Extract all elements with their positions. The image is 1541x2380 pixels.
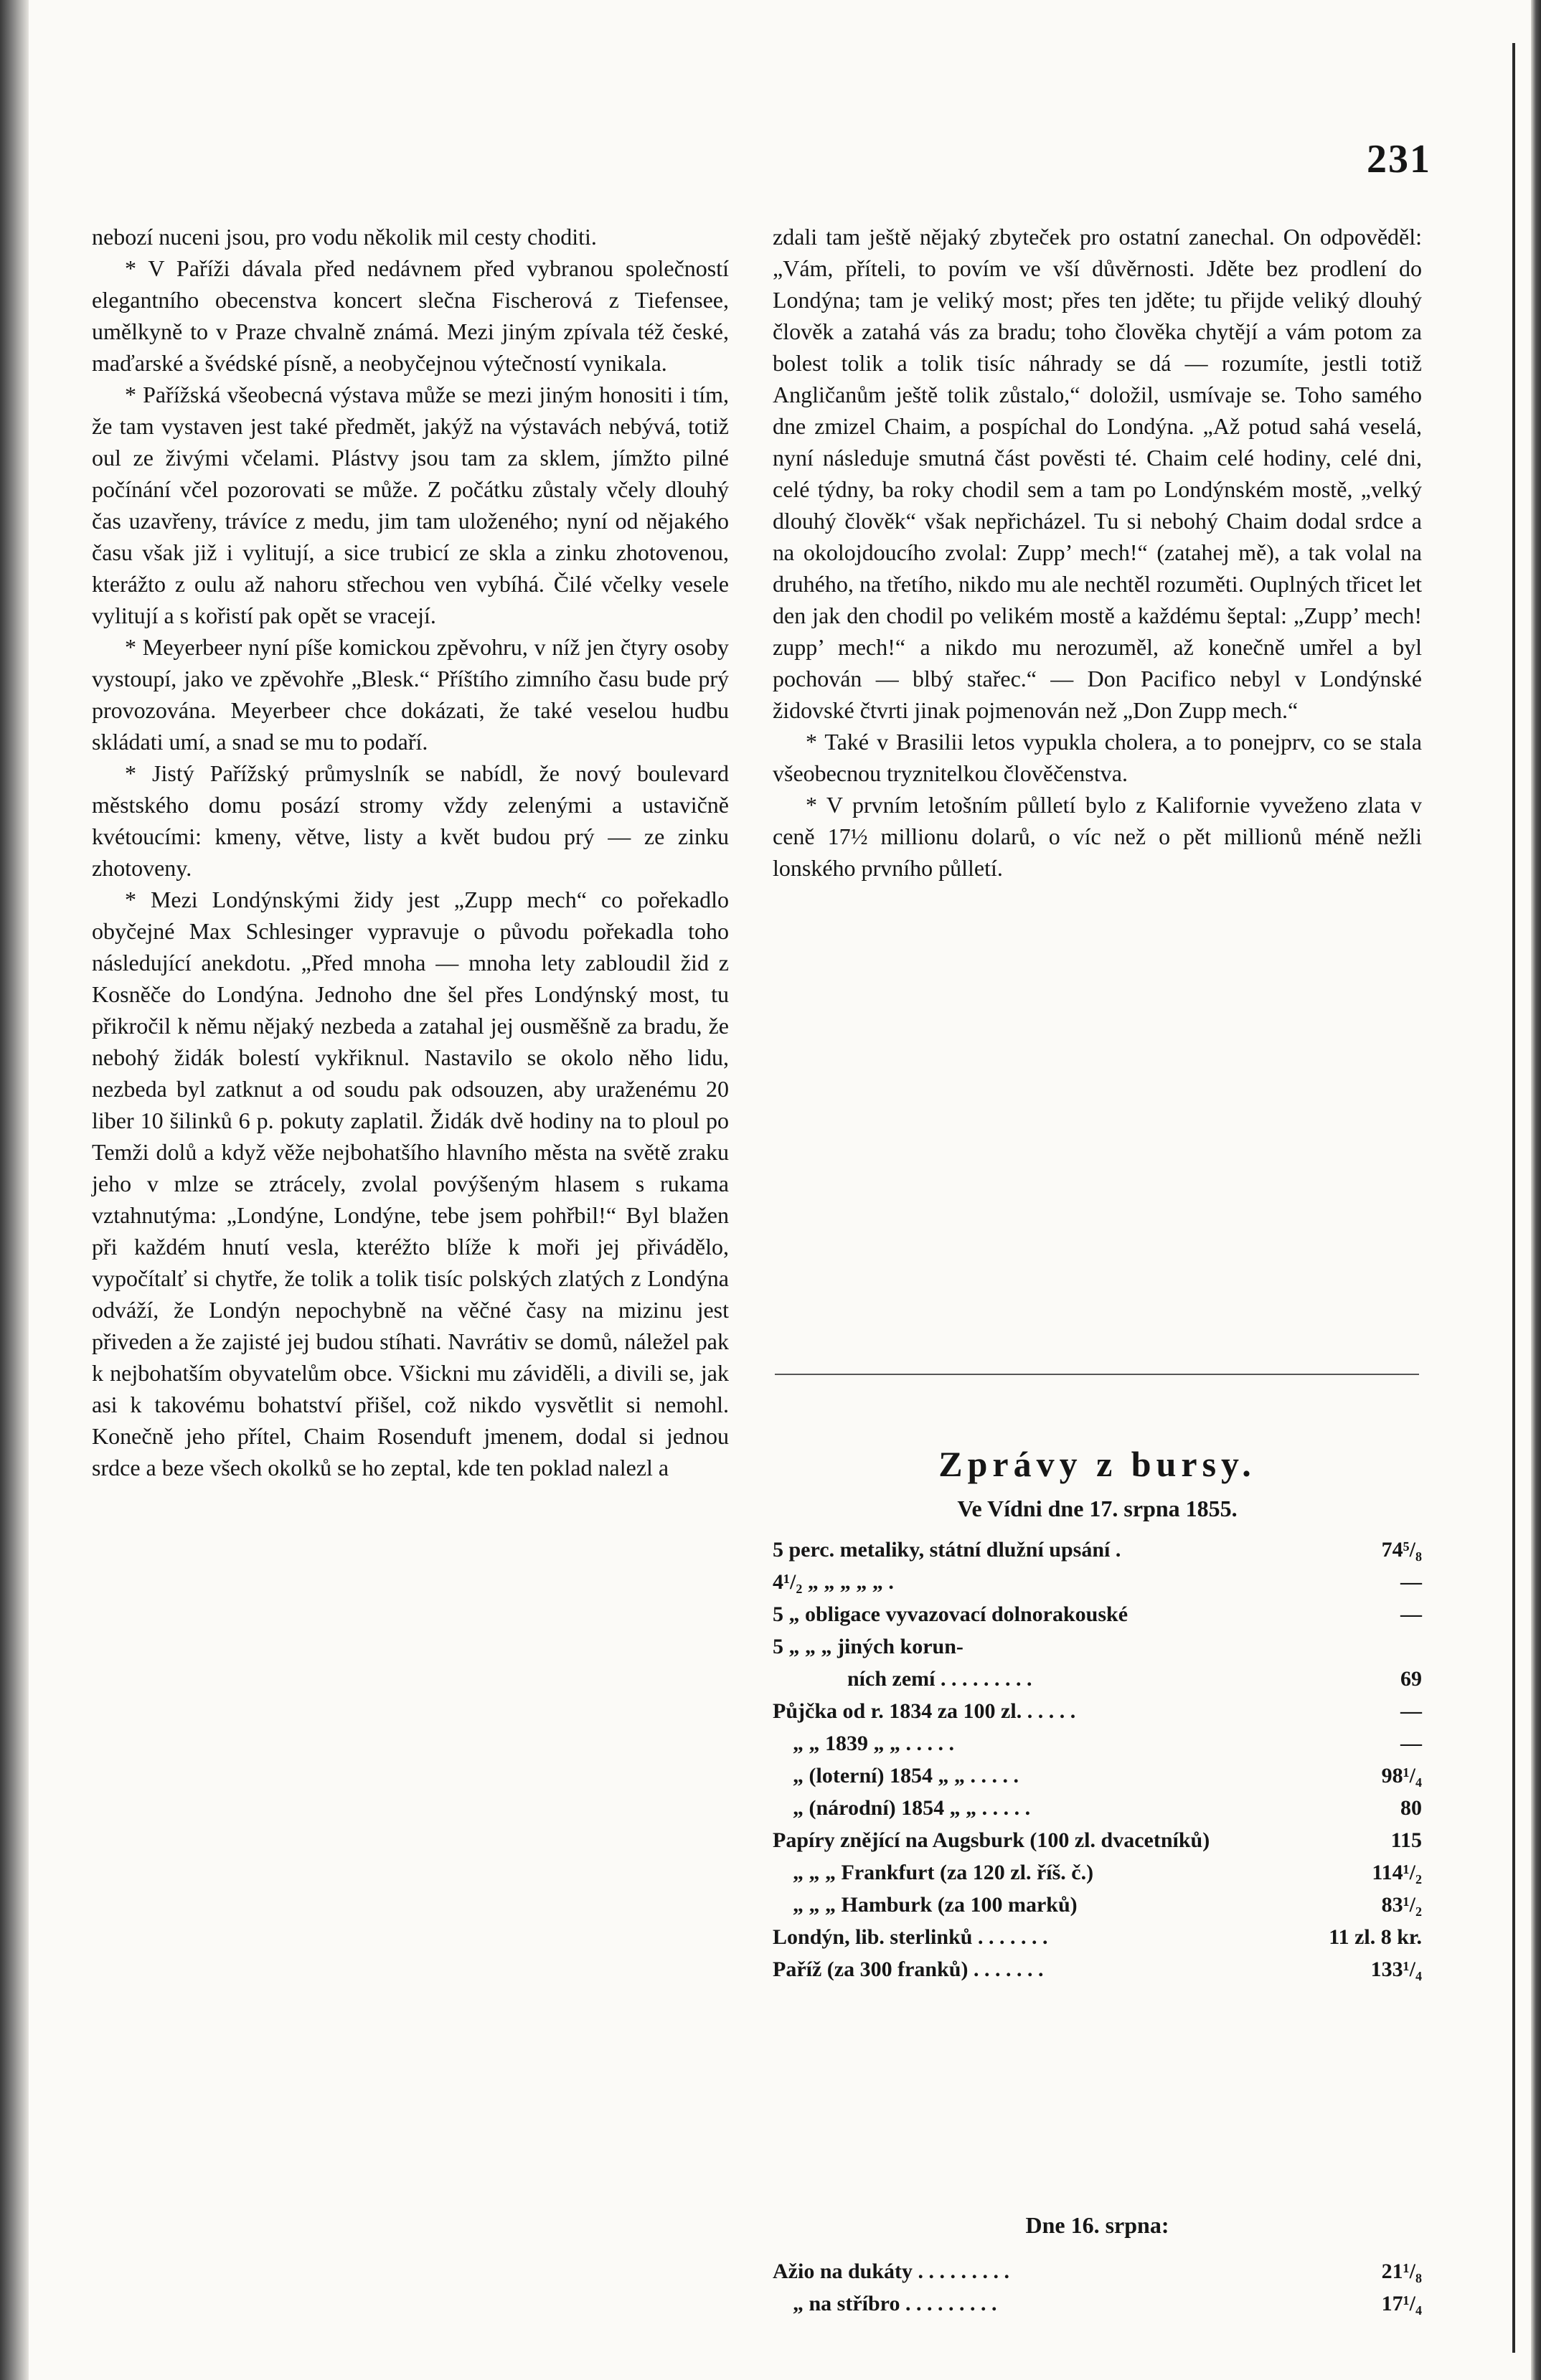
- bursy-value: 21¹/₈: [1381, 2259, 1422, 2283]
- page-margin-rule: [1512, 43, 1515, 2353]
- bursy-value: 98¹/₄: [1381, 1764, 1422, 1788]
- bursy-value: 80: [1400, 1796, 1422, 1820]
- bursy-value: 83¹/₂: [1381, 1893, 1422, 1917]
- bursy-label: 5 „ „ „ jiných korun-: [773, 1635, 963, 1658]
- bursy-label: „ na stříbro . . . . . . . . .: [793, 2292, 997, 2315]
- bursy-value: 69: [1400, 1667, 1422, 1691]
- bursy-date: Ve Vídni dne 17. srpna 1855.: [957, 1496, 1238, 1521]
- scan-edge-right: [1531, 0, 1541, 2380]
- bursy-row: [773, 2292, 1422, 2324]
- bursy-value: 133¹/₄: [1370, 1958, 1422, 1981]
- bursy-row: [773, 1667, 1422, 1699]
- right-column: [773, 221, 1422, 884]
- bursy-row: [773, 1893, 1422, 1925]
- left-column: [92, 221, 729, 1483]
- bursy-value: —: [1400, 1732, 1422, 1755]
- bursy-row: [773, 1861, 1422, 1893]
- bursy-table-secondary: [773, 2259, 1422, 2324]
- bursy-date-secondary: Dne 16. srpna:: [1025, 2212, 1169, 2238]
- bursy-label: „ (národní) 1854 „ „ . . . . .: [793, 1796, 1031, 1820]
- paragraph: * Pařížská všeobecná výstava může se mezi jiným honositi i tím, že tam vystaven jest také předmět, jakýž na výstavách nebývá, totiž oul ze živými včelami. Plástvy jsou tam za sklem, jímžto pilné počínání včel pozorovati se může. Z počátku zůstaly včely dlouhý čas uzavřeny, trávíce z medu, jim tam uloženého; nyní od nějakého času však již i vylitují, a sice trubicí ze skla a zinku zhotovenou, kterážto z oulu až nahoru střechou ven vybíhá. Čilé včelky vesele vylitují a s kořistí pak opět se vracejí.: [92, 382, 729, 628]
- paragraph: * V Paříži dávala před nedávnem před vybranou společností elegantního obecenstva koncert slečna Fischerová z Tiefensee, umělkyně to v Praze chvalně známá. Mezi jiným zpívala též české, maďarské a švédské písně, a neobyčejnou výtečností vynikala.: [92, 255, 729, 376]
- bursy-value: 115: [1390, 1828, 1422, 1852]
- bursy-label: „ „ „ Frankfurt (za 120 zl. říš. č.): [793, 1861, 1094, 1884]
- bursy-label: Papíry znějící na Augsburk (100 zl. dvacetníků): [773, 1828, 1210, 1852]
- paragraph: zdali tam ještě nějaký zbyteček pro ostatní zanechal. On odpověděl: „Vám, příteli, to povím ve vší důvěrnosti. Jděte bez prodlení do Londýna; tam je veliký most; přes ten jděte; tu přijde veliký dlouhý člověk a zatahá vás za bradu; toho člověka chytějí a vám potom za bolest tolik a tolik tisíc náhrady se dá — rozumíte, jestli totiž Angličanům ještě tolik zůstalo,“ doložil, usmívaje se. Toho samého dne zmizel Chaim, a pospíchal do Londýna. „Až potud sahá veselá, nyní následuje smutná část pověsti té. Chaim celé hodiny, celé dni, celé týdny, ba roky chodil sem a tam po Londýnském mostě, „velký dlouhý člověk“ však nepřicházel. Tu si nebohý Chaim dodal srdce a na okolojdoucího zvolal: Zupp’ mech!“ (zatahej mě), a tak volal na druhého, na třetího, nikdo mu ale nechtěl rozuměti. Ouplných třicet let den jak den chodil po velikém mostě a každému šeptal: „Zupp’ mech! zupp’ mech!“ a nikdo mu nerozuměl, až konečně umřel a byl pochován — blbý stařec.“ — Don Pacifico nebyl v Londýnské židovské čtvrti jinak pojmenován než „Don Zupp mech.“: [773, 224, 1422, 723]
- bursy-label: „ „ „ Hamburk (za 100 marků): [793, 1893, 1078, 1917]
- bursy-row: [773, 1570, 1422, 1602]
- bursy-value: —: [1400, 1602, 1422, 1626]
- section-divider: [775, 1374, 1419, 1375]
- bursy-row: [773, 1828, 1422, 1861]
- scan-edge-left: [0, 0, 29, 2380]
- bursy-value: 17¹/₄: [1381, 2292, 1422, 2315]
- bursy-label: Ažio na dukáty . . . . . . . . .: [773, 2259, 1010, 2283]
- bursy-label: „ (loterní) 1854 „ „ . . . . .: [793, 1764, 1019, 1788]
- paragraph: * Mezi Londýnskými židy jest „Zupp mech“ co pořekadlo obyčejné Max Schlesinger vypravuje o původu pořekadla toho následující anekdotu. „Před mnoha — mnoha lety zabloudil žid z Kosněče do Londýna. Jednoho dne šel přes Londýnský most, tu přikročil k němu nějaký nezbeda a zatahal jej ousměšně za bradu, že nebohý židák bolestí vykřiknul. Nastavilo se okolo něho lidu, nezbeda byl zatknut a od soudu pak odsouzen, aby uraženému 20 liber 10 šilinků 6 p. pokuty zaplatil. Židák dvě hodiny na to ploul po Temži dolů a když věže nejbohatšího hlavního města na světě zraku jeho v mlze se ztrácely, zvolal povýšeným hlasem s rukama vztahnutýma: „Londýne, Londýne, tebe jsem pohřbil!“ Byl blažen při každém hnutí vesla, kteréžto blíže k moři jej přivádělo, vypočítalť si chytře, že tolik a tolik tisíc polských zlatých z Londýna odváží, že Londýn nepochybně na věčné časy na mizinu jest přiveden a že zajisté jej budou stíhati. Navrátiv se domů, náležel pak k nejbohatším obyvatelům obce. Všickni mu záviděli, a divili se, jak asi k takovému bohatství přišel, což nikdo vysvětlit si nemohl. Konečně jeho přítel, Chaim Rosenduft jmenem, dodal si jednou srdce a beze všech okolků se ho zeptal, kde ten poklad nalezl a: [92, 887, 729, 1481]
- bursy-row: [773, 1538, 1422, 1570]
- bursy-label: 5 „ obligace vyvazovací dolnorakouské: [773, 1602, 1128, 1626]
- bursy-row: [773, 1635, 1422, 1667]
- bursy-value: 74⁵/₈: [1381, 1538, 1422, 1562]
- bursy-row: [773, 1764, 1422, 1796]
- bursy-value: 11 zl. 8 kr.: [1329, 1925, 1422, 1949]
- bursy-label: Londýn, lib. sterlinků . . . . . . .: [773, 1925, 1048, 1949]
- bursy-row: [773, 1958, 1422, 1990]
- bursy-label: Půjčka od r. 1834 za 100 zl. . . . . .: [773, 1699, 1076, 1723]
- bursy-label: Paříž (za 300 franků) . . . . . . .: [773, 1958, 1044, 1981]
- bursy-label: ních zemí . . . . . . . . .: [847, 1667, 1032, 1691]
- bursy-value: —: [1400, 1570, 1422, 1594]
- paragraph: * V prvním letošním půlletí bylo z Kalifornie vyveženo zlata v ceně 17½ millionu dolarů, o víc než o pět millionů méně nežli lonského prvního půlletí.: [773, 792, 1422, 881]
- bursy-row: [773, 1699, 1422, 1732]
- bursy-table: [773, 1538, 1422, 1990]
- bursy-title: Zprávy z bursy.: [938, 1444, 1256, 1484]
- bursy-value: —: [1400, 1699, 1422, 1723]
- bursy-row: [773, 1925, 1422, 1958]
- bursy-label: 5 perc. metaliky, státní dlužní upsání .: [773, 1538, 1121, 1562]
- paragraph: nebozí nuceni jsou, pro vodu několik mil cesty choditi.: [92, 224, 597, 250]
- page-number: 231: [1367, 137, 1431, 181]
- bursy-row: [773, 1796, 1422, 1828]
- bursy-label: 4¹/₂ „ „ „ „ „ .: [773, 1570, 894, 1594]
- bursy-label: „ „ 1839 „ „ . . . . .: [793, 1732, 954, 1755]
- paragraph: * Meyerbeer nyní píše komickou zpěvohru, v níž jen čtyry osoby vystoupí, jako ve zpěvohře „Blesk.“ Příštího zimního času bude prý provozována. Meyerbeer chce dokázati, že také veselou hudbu skládati umí, a snad se mu to podaří.: [92, 634, 729, 755]
- paragraph: * Také v Brasilii letos vypukla cholera, a to ponejprv, co se stala všeobecnou tryznitelkou člověčenstva.: [773, 729, 1422, 786]
- bursy-row: [773, 1602, 1422, 1635]
- bursy-row: [773, 2259, 1422, 2292]
- bursy-row: [773, 1732, 1422, 1764]
- bursy-value: 114¹/₂: [1372, 1861, 1422, 1884]
- paragraph: * Jistý Pařížský průmyslník se nabídl, že nový boulevard městského domu posází stromy vždy zelenými a ustavičně kvétoucími: kmeny, větve, listy a květ budou prý — ze zinku zhotoveny.: [92, 760, 729, 881]
